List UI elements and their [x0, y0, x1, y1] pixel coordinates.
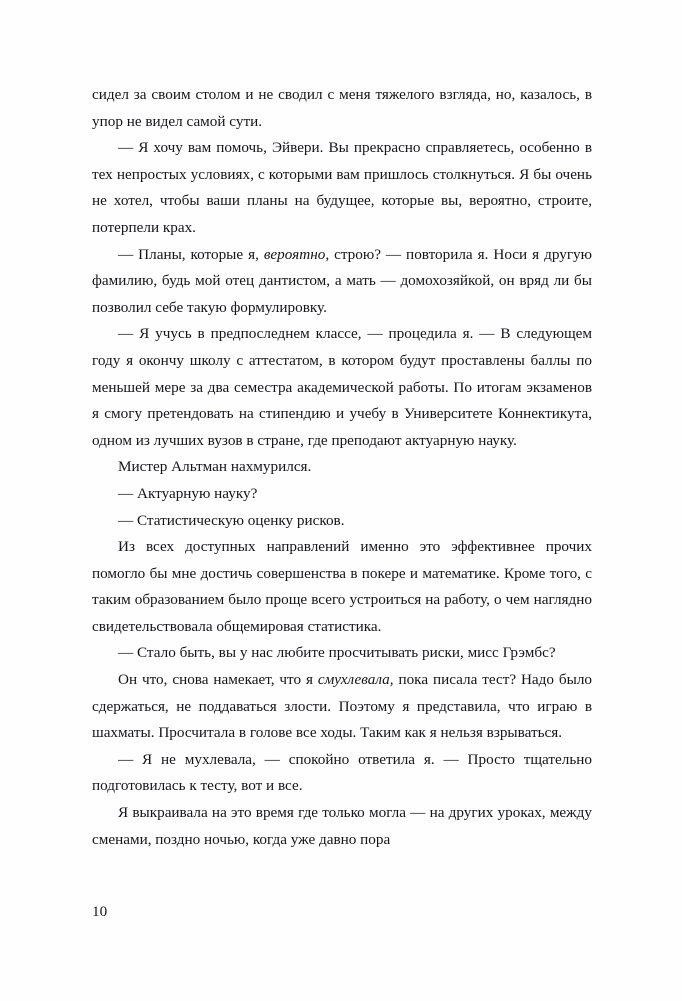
text-run: строю? — повторила я. Носи я другую фамилию, будь мой отец дантистом, а мать — домохозяйкой, он вряд ли бы позволил себе такую формулировку.: [92, 245, 592, 316]
text-run: — Планы, которые я,: [118, 245, 264, 263]
body-paragraph: [92, 321, 592, 454]
body-paragraph: [92, 667, 592, 747]
body-paragraph: [92, 135, 592, 241]
text-run: — Я хочу вам помочь, Эйвери. Вы прекрасно справляетесь, особенно в тех непростых условиях, с которыми вам пришлось столкнуться. Я бы очень не хотел, чтобы ваши планы на будущее, которые вы, вероятно, строите, потерпели крах.: [92, 139, 592, 236]
text-run: — Статистическую оценку рисков.: [118, 511, 345, 529]
body-paragraph: [92, 534, 592, 640]
body-paragraph: [92, 82, 592, 135]
body-paragraph: [92, 508, 592, 535]
emphasis-text: вероятно,: [263, 245, 330, 263]
text-run: — Я не мухлевала, — спокойно ответила я. — Просто тщательно подготовилась к тесту, вот и все.: [92, 750, 592, 795]
text-run: сидел за своим столом и не сводил с меня тяжелого взгляда, но, казалось, в упор не видел самой сути.: [92, 86, 592, 130]
body-paragraph: [92, 481, 592, 508]
text-run: Я выкраивала на это время где только могла — на других уроках, между сменами, поздно ночью, когда уже давно пора: [92, 804, 592, 848]
body-paragraph: [92, 800, 592, 853]
body-paragraph: [92, 454, 592, 481]
text-run: — Актуарную науку?: [118, 484, 258, 502]
text-run: , пока писала тест? Надо было сдержаться, не поддаваться злости. Поэтому я представила, что играю в шахматы. Просчитала в голове все ходы. Таким как я нельзя взрываться.: [92, 671, 592, 742]
body-paragraph: [92, 747, 592, 800]
text-run: Мистер Альтман нахмурился.: [118, 458, 312, 476]
text-run: Из всех доступных направлений именно это эффективнее прочих помогло бы мне достичь совершенства в покере и математике. Кроме того, с таким образованием было проще всего устроиться на работу, о чем наглядно свидетельствовала общемировая статистика.: [92, 538, 592, 635]
text-run: — Я учусь в предпоследнем классе, — процедила я. — В следующем году я окончу школу с аттестатом, в котором будут проставлены баллы по меньшей мере за два семестра академической работы. По итогам экзаменов я смогу претендовать на стипендию и учебу в Университете Коннектикута, одном из лучших вузов в стране, где преподают актуарную науку.: [92, 325, 592, 449]
text-run: Он что, снова намекает, что я: [118, 671, 318, 689]
page-text-column: [92, 82, 592, 853]
text-run: — Стало быть, вы у нас любите просчитывать риски, мисс Грэмбс?: [118, 644, 556, 662]
body-paragraph: [92, 242, 592, 322]
page-number: 10: [92, 903, 108, 920]
emphasis-text: смухлевала: [317, 671, 390, 689]
body-paragraph: [92, 640, 592, 667]
